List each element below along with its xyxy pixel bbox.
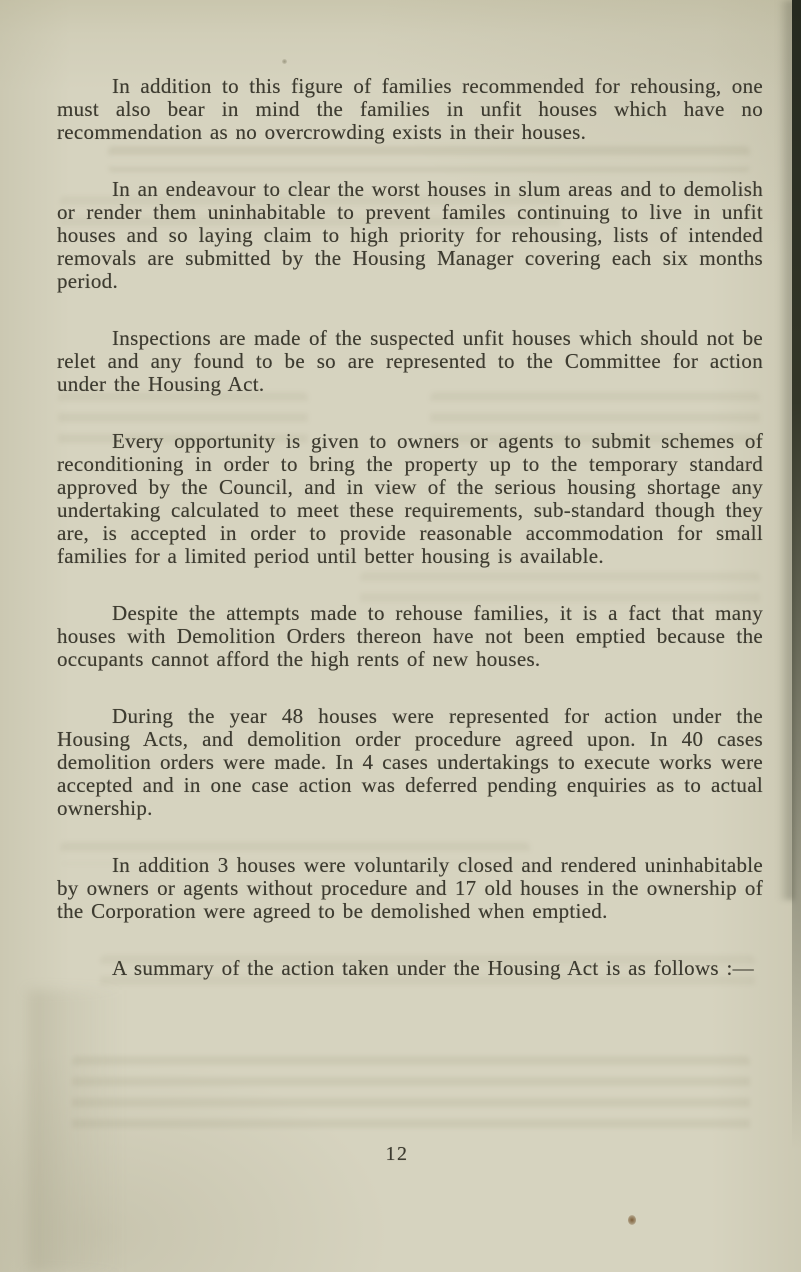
paragraph: In addition to this figure of families recommended for rehousing, one must also bear in mind the families in unfit houses which have no recommendation as no overcrowding exists in their houses. (57, 74, 763, 144)
show-through-artifact (72, 1056, 750, 1134)
paragraph: Inspections are made of the suspected unfit houses which should not be relet and any found to be so are represented to the Committee for action under the Housing Act. (57, 326, 763, 396)
text-block (57, 75, 763, 1014)
paragraph: Every opportunity is given to owners or agents to submit schemes of reconditioning in order to bring the property up to the temporary standard approved by the Council, and in view of the serious housing shortage any undertaking calculated to meet these requirements, sub-standard though they are, is accepted in order to provide reasonable accommodation for small families for a limited period until better housing is available. (57, 429, 763, 568)
paragraph: In addition 3 houses were voluntarily closed and rendered uninhabitable by owners or agents without procedure and 17 old houses in the ownership of the Corporation were agreed to be demolished when emptied. (57, 853, 763, 923)
paragraph: During the year 48 houses were represented for action under the Housing Acts, and demolition order procedure agreed upon. In 40 cases demolition orders were made. In 4 cases undertakings to execute works were accepted and in one case action was deferred pending enquiries as to actual ownership. (57, 704, 763, 820)
paper-mottling (28, 990, 123, 1272)
paragraph: A summary of the action taken under the Housing Act is as follows :— (112, 956, 754, 980)
paragraph: Despite the attempts made to rehouse families, it is a fact that many houses with Demolition Orders thereon have not been emptied because the occupants cannot afford the high rents of new houses. (57, 601, 763, 671)
foxing-speck (282, 59, 287, 64)
page-number: 12 (385, 1143, 409, 1165)
paragraph: In an endeavour to clear the worst houses in slum areas and to demolish or render them uninhabitable to prevent familes continuing to live in unfit houses and so laying claim to high priority for rehousing, lists of intended removals are submitted by the Housing Manager covering each six months period. (57, 177, 763, 293)
foxing-speck (628, 1215, 636, 1225)
scan-edge-shadow (792, 0, 801, 1150)
